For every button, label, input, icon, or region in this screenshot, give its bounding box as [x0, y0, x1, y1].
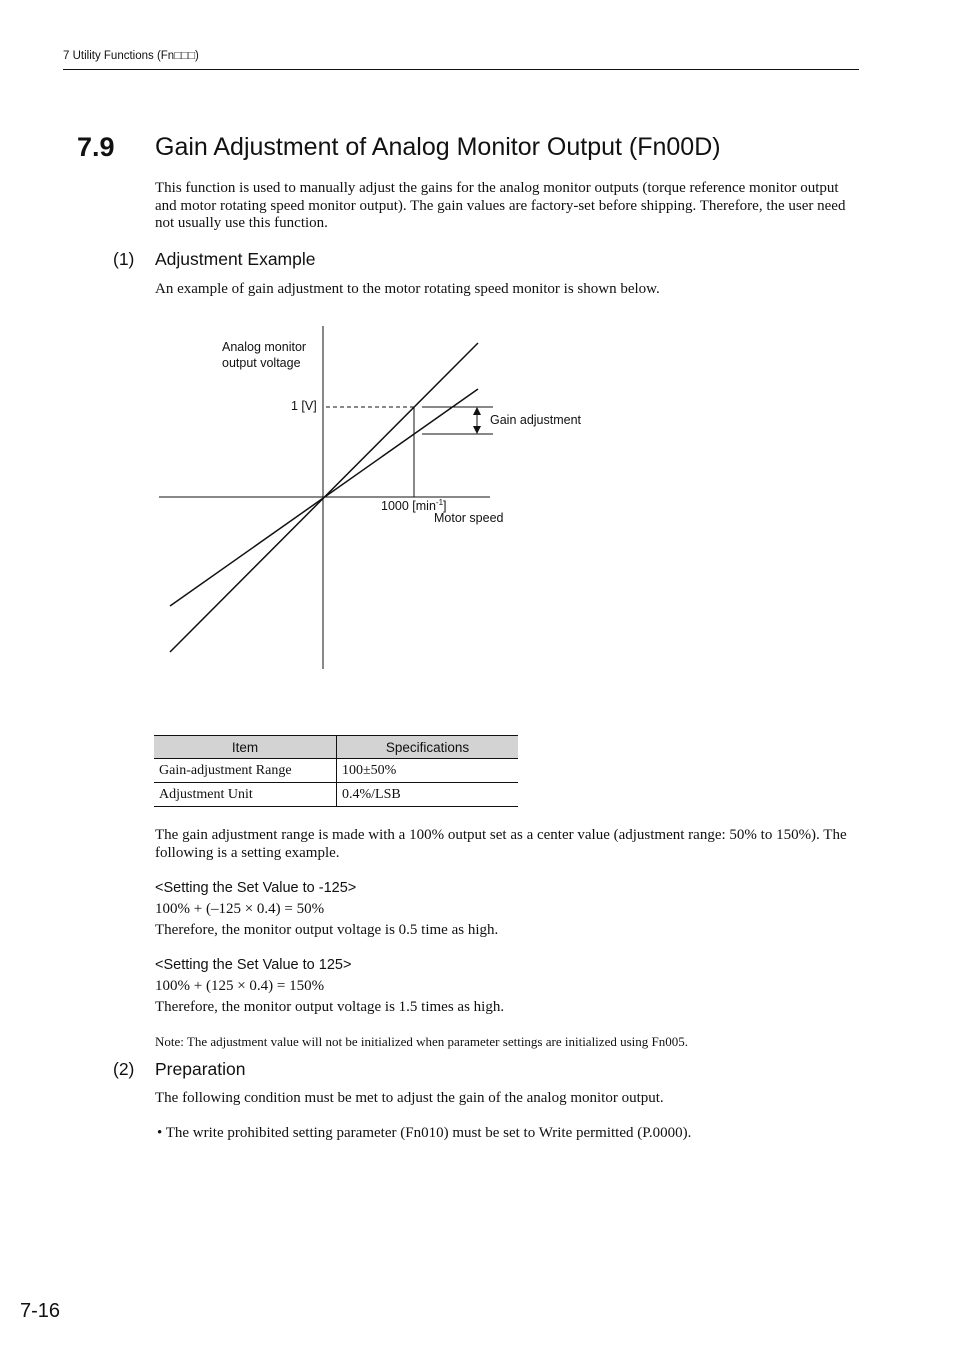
- table-cell: Gain-adjustment Range: [154, 759, 337, 783]
- explanation-text: The gain adjustment range is made with a 100% output set as a center value (adjustment range: 50% to 150%). The following is a setting example.: [155, 827, 847, 861]
- page-number: 7-16: [20, 1300, 61, 1322]
- subsection-1-number: (1): [113, 249, 135, 269]
- table-header-specifications: Specifications: [337, 736, 519, 759]
- section-title: Gain Adjustment of Analog Monitor Output (Fn00D): [155, 133, 721, 161]
- table-cell: Adjustment Unit: [154, 783, 337, 807]
- table-cell: 100±50%: [337, 759, 519, 783]
- y-tick-label: 1 [V]: [291, 399, 317, 413]
- example-1-formula: 100% + (–125 × 0.4) = 50%: [155, 901, 325, 917]
- subsection-2-number: (2): [113, 1059, 135, 1079]
- gain-adjustment-diagram: [150, 318, 610, 678]
- example-2-formula: 100% + (125 × 0.4) = 150%: [155, 978, 325, 994]
- section-number: 7.9: [77, 132, 115, 162]
- subsection-2-title: Preparation: [155, 1059, 246, 1079]
- y-axis-label-line1: Analog monitor: [222, 340, 307, 354]
- arrow-down-icon: [473, 426, 481, 434]
- x-tick-label: 1000 $[\min^{-1}]$: [381, 498, 447, 513]
- example-2-heading: <Setting the Set Value to 125>: [155, 957, 352, 973]
- y-axis-label-line2: output voltage: [222, 356, 301, 370]
- table-row: [154, 783, 518, 807]
- example-1-result: Therefore, the monitor output voltage is 0.5 time as high.: [155, 922, 499, 938]
- subsection-2-text: The following condition must be met to adjust the gain of the analog monitor output.: [155, 1090, 664, 1106]
- example-1-heading: <Setting the Set Value to -125>: [155, 880, 357, 896]
- running-header: 7 Utility Functions (Fn□□□): [63, 50, 199, 62]
- arrow-up-icon: [473, 407, 481, 415]
- x-axis-label: Motor speed: [434, 511, 504, 525]
- table-header-item: Item: [154, 736, 337, 759]
- header-rule: [63, 69, 859, 70]
- section-intro: This function is used to manually adjust the gains for the analog monitor outputs (torque reference monitor output and motor rotating speed monitor output). The gain values are factory-set before shipping. Therefore, the user need not usually use this function.: [155, 180, 846, 231]
- table-header-row: [154, 736, 518, 759]
- table-cell: 0.4%/LSB: [337, 783, 519, 807]
- spec-table: [154, 735, 518, 807]
- table-row: [154, 759, 518, 783]
- bullet-item: • The write prohibited setting parameter (Fn010) must be set to Write permitted (P.0000).: [157, 1125, 692, 1141]
- subsection-1-title: Adjustment Example: [155, 249, 316, 269]
- subsection-1-text: An example of gain adjustment to the motor rotating speed monitor is shown below.: [155, 281, 660, 297]
- example-2-result: Therefore, the monitor output voltage is 1.5 times as high.: [155, 999, 505, 1015]
- gain-adjustment-label: Gain adjustment: [490, 413, 582, 427]
- note-text: Note: The adjustment value will not be initialized when parameter settings are initialized using Fn005.: [155, 1034, 688, 1049]
